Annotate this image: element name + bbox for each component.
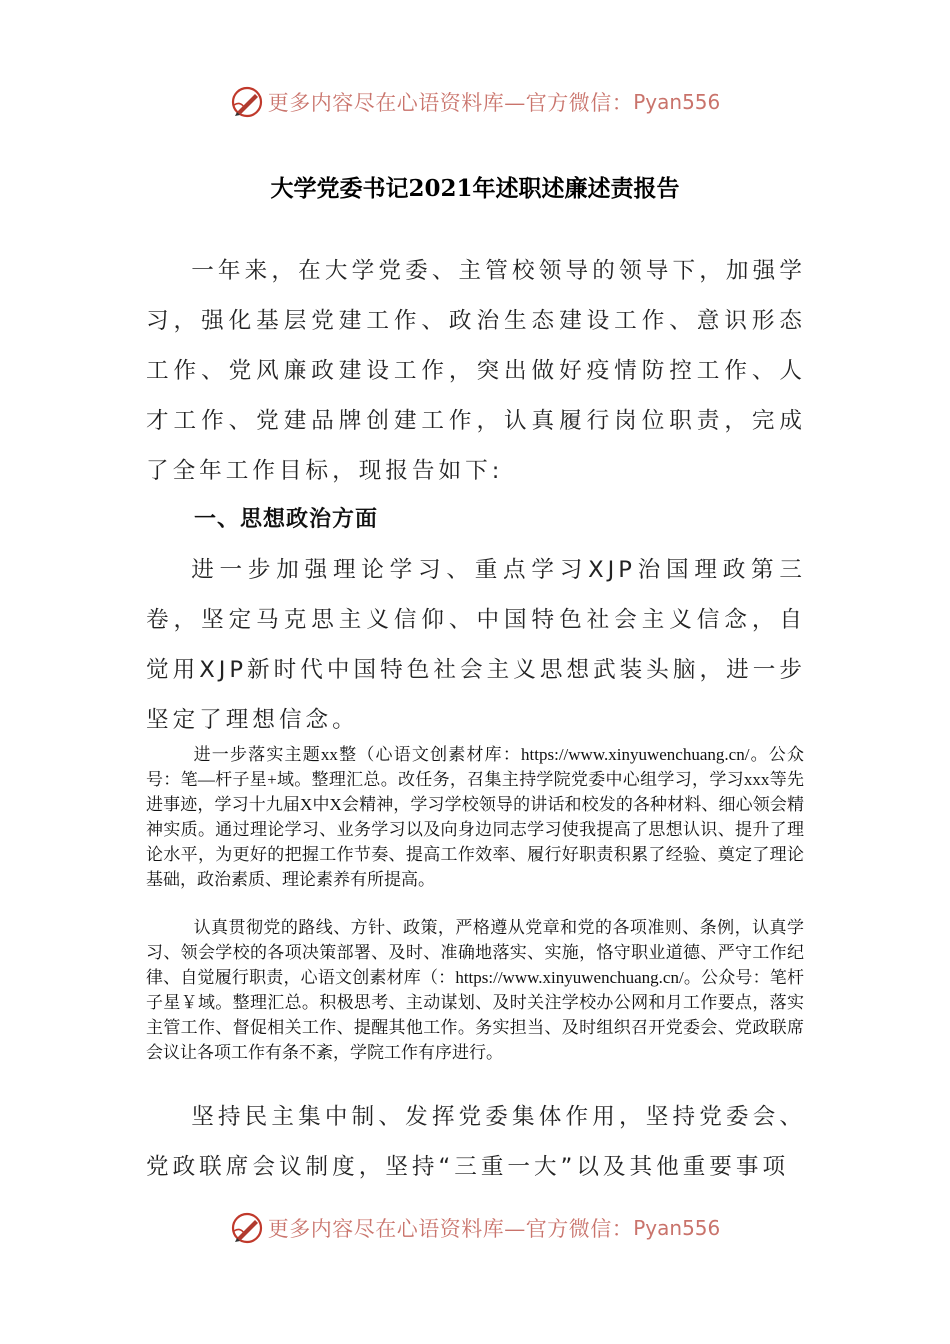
banner-wechat-id: Pyan556: [633, 90, 721, 114]
intro-paragraph: 一年来，在大学党委、主管校领导的领导下，加强学习，强化基层党建工作、政治生态建设工作、意识形态工作、党风廉政建设工作，突出做好疫情防控工作、人才工作、党建品牌创建工作，认真履行岗位职责，完成了全年工作目标，现报告如下:: [146, 258, 806, 484]
section-paragraph-3: 认真贯彻党的路线、方针、政策，严格遵从党章和党的各项准则、条例，认真学习、领会学校的各项决策部署、及时、准确地落实、实施，恪守职业道德、严守工作纪律、自觉履行职责，心语文创素材库（：https://www.xinyuwenchuang.cn/。公众号：笔杆子星￥域。整理汇总。积极思考、主动谋划、及时关注学校办公网和月工作要点，落实主管工作、督促相关工作、提醒其他工作。务实担当、及时组织召开党委会、党政联席会议让各项工作有条不紊，学院工作有序进行。: [146, 918, 804, 1062]
pen-in-circle-icon: [230, 1211, 264, 1245]
section-paragraph-1: 进一步加强理论学习、重点学习XJP治国理政第三卷，坚定马克思主义信仰、中国特色社会主义信念，自觉用XJP新时代中国特色社会主义思想武装头脑，进一步坚定了理想信念。: [146, 557, 806, 733]
document-title: 大学党委书记2021年述职述廉述责报告: [270, 175, 680, 202]
header-banner: [0, 82, 950, 122]
section-heading: 一、思想政治方面: [194, 507, 379, 532]
banner-text: 更多内容尽在心语资料库—官方微信：: [267, 1217, 634, 1241]
banner-wechat-id: Pyan556: [633, 1216, 721, 1240]
section-paragraph-2: 进一步落实主题xx整（心语文创素材库：https://www.xinyuwenchuang.cn/。公众号：笔—杆子星+域。整理汇总。改任务，召集主持学院党委中心组学习，学习xxx等先进事迹，学习十九届X中X会精神，学习学校领导的讲话和校发的各种材料、细心领会精神实质。通过理论学习、业务学习以及向身边同志学习使我提高了思想认识、提升了理论水平，为更好的把握工作节奏、提高工作效率、履行好职责积累了经验、奠定了理论基础，政治素质、理论素养有所提高。: [146, 745, 804, 889]
banner-text: 更多内容尽在心语资料库—官方微信：: [267, 91, 634, 115]
footer-banner: [0, 1208, 950, 1248]
pen-in-circle-icon: [230, 85, 264, 119]
section-paragraph-4: 坚持民主集中制、发挥党委集体作用，坚持党委会、党政联席会议制度，坚持“三重一大”以及其他重要事项: [146, 1104, 806, 1180]
